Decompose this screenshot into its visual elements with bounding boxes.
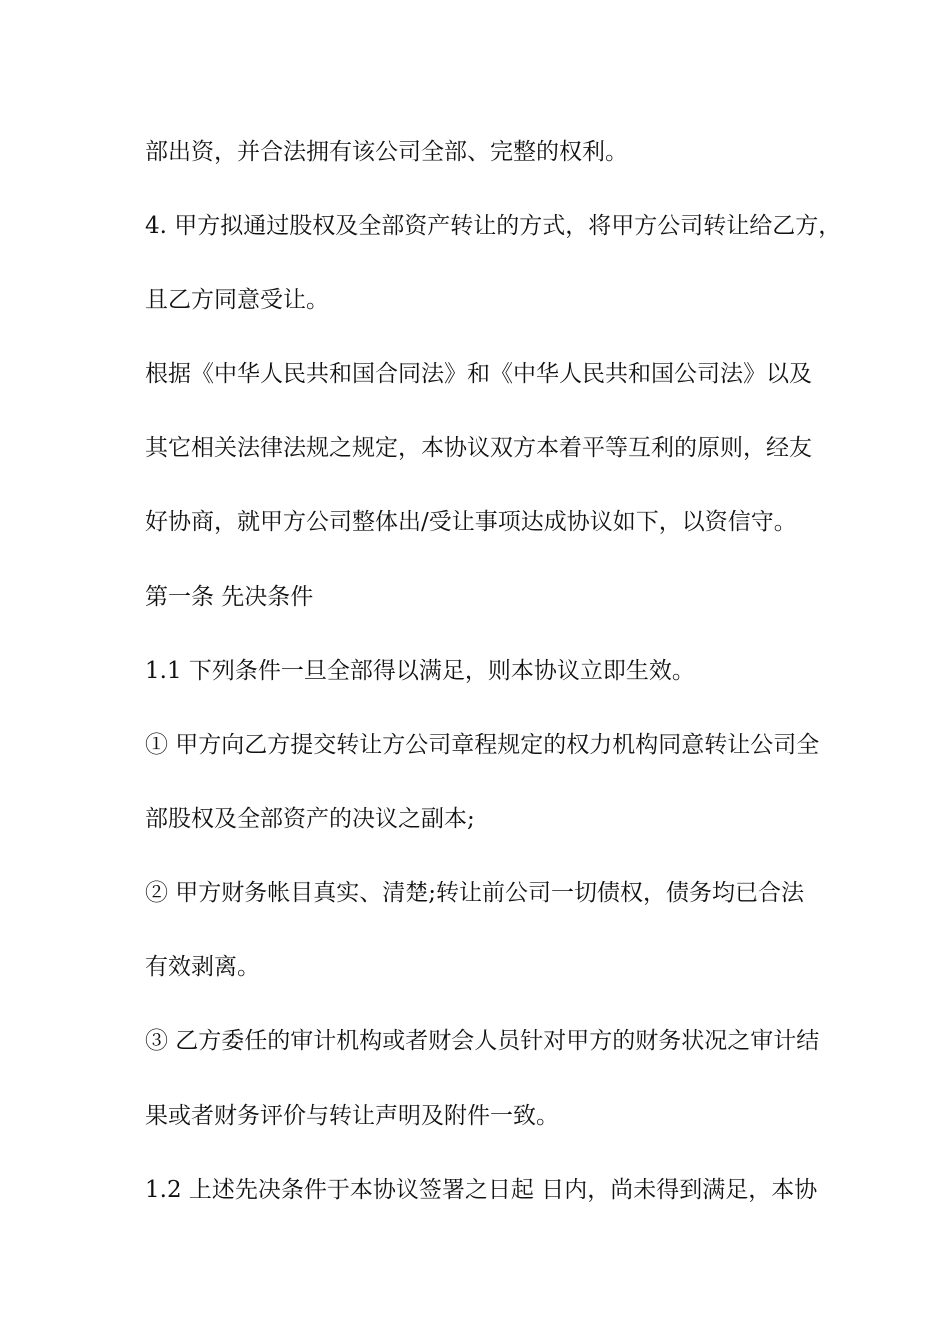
clause-1-2: 1.2 上述先决条件于本协议签署之日起 日内，尚未得到满足，本协 xyxy=(145,1177,818,1203)
condition-2-line-1: ② 甲方财务帐目真实、清楚;转让前公司一切债权，债务均已合法 xyxy=(145,880,805,906)
condition-3-line-2: 果或者财务评价与转让声明及附件一致。 xyxy=(145,1103,559,1129)
condition-2-line-2: 有效剥离。 xyxy=(145,954,260,980)
paragraph-line-4: 根据《中华人民共和国合同法》和《中华人民共和国公司法》以及 xyxy=(145,361,812,387)
section-heading: 第一条 先决条件 xyxy=(145,584,314,610)
paragraph-line-1: 部出资，并合法拥有该公司全部、完整的权利。 xyxy=(145,139,628,165)
paragraph-line-5: 其它相关法律法规之规定，本协议双方本着平等互利的原则，经友 xyxy=(145,435,812,461)
clause-1-1: 1.1 下列条件一旦全部得以满足，则本协议立即生效。 xyxy=(145,658,695,684)
condition-3-line-1: ③ 乙方委任的审计机构或者财会人员针对甲方的财务状况之审计结 xyxy=(145,1028,820,1054)
condition-1-line-1: ① 甲方向乙方提交转让方公司章程规定的权力机构同意转让公司全 xyxy=(145,732,820,758)
paragraph-line-6: 好协商，就甲方公司整体出/受让事项达成协议如下，以资信守。 xyxy=(145,509,797,535)
condition-1-line-2: 部股权及全部资产的决议之副本; xyxy=(145,806,475,832)
paragraph-line-2: 4. 甲方拟通过股权及全部资产转让的方式，将甲方公司转让给乙方， xyxy=(145,213,842,239)
paragraph-line-3: 且乙方同意受让。 xyxy=(145,287,329,313)
